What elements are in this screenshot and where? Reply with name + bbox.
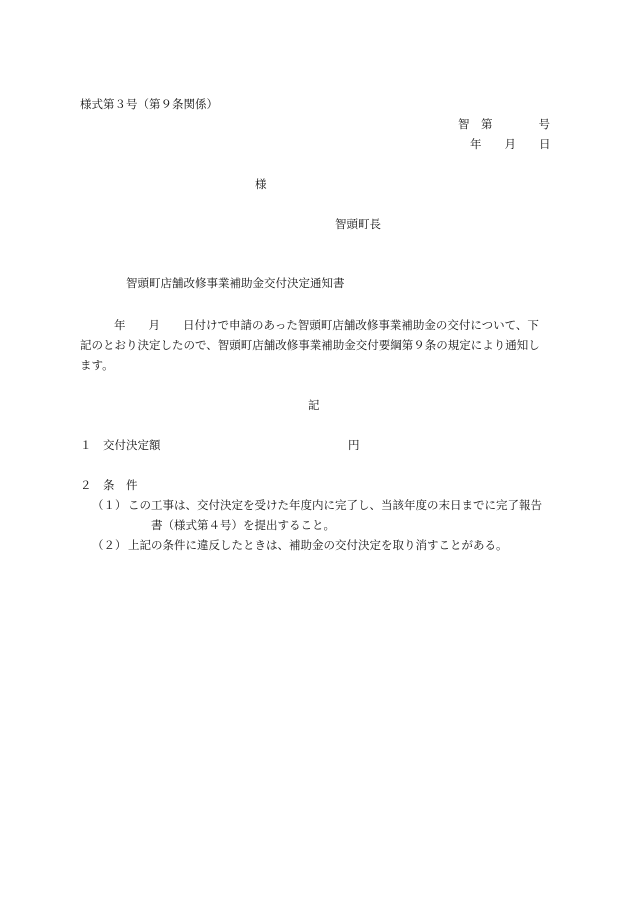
- condition-2-number: （２）: [92, 538, 127, 552]
- condition-1-number: （１）: [92, 498, 127, 512]
- reference-number-line: 智 第 号: [458, 117, 550, 131]
- condition-2-line-1: 上記の条件に違反したときは、補助金の交付決定を取り消すことがある。: [128, 538, 508, 552]
- item-1-label: 交付決定額: [103, 438, 161, 452]
- issuer-name: 智頭町長: [335, 217, 381, 231]
- item-1-unit: 円: [348, 438, 360, 452]
- form-label: 様式第３号（第９条関係）: [80, 97, 218, 111]
- body-line-3: ます。: [80, 358, 114, 372]
- ki-heading: 記: [308, 398, 320, 412]
- body-line-2: 記のとおり決定したので、智頭町店舗改修事業補助金交付要綱第９条の規定により通知し: [80, 338, 540, 352]
- addressee-line: 様: [255, 177, 267, 191]
- condition-1-line-2: 書（様式第４号）を提出すること。: [151, 518, 335, 532]
- date-line: 年 月 日: [470, 137, 551, 151]
- item-1-number: １: [80, 438, 92, 452]
- condition-1-line-1: この工事は、交付決定を受けた年度内に完了し、当該年度の末日までに完了報告: [128, 498, 542, 512]
- document-title: 智頭町店舗改修事業補助金交付決定通知書: [126, 276, 345, 290]
- body-line-1: 年 月 日付けで申請のあった智頭町店舗改修事業補助金の交付について、下: [114, 318, 539, 332]
- item-2-number: ２: [80, 478, 92, 492]
- item-2-label: 条 件: [103, 478, 138, 492]
